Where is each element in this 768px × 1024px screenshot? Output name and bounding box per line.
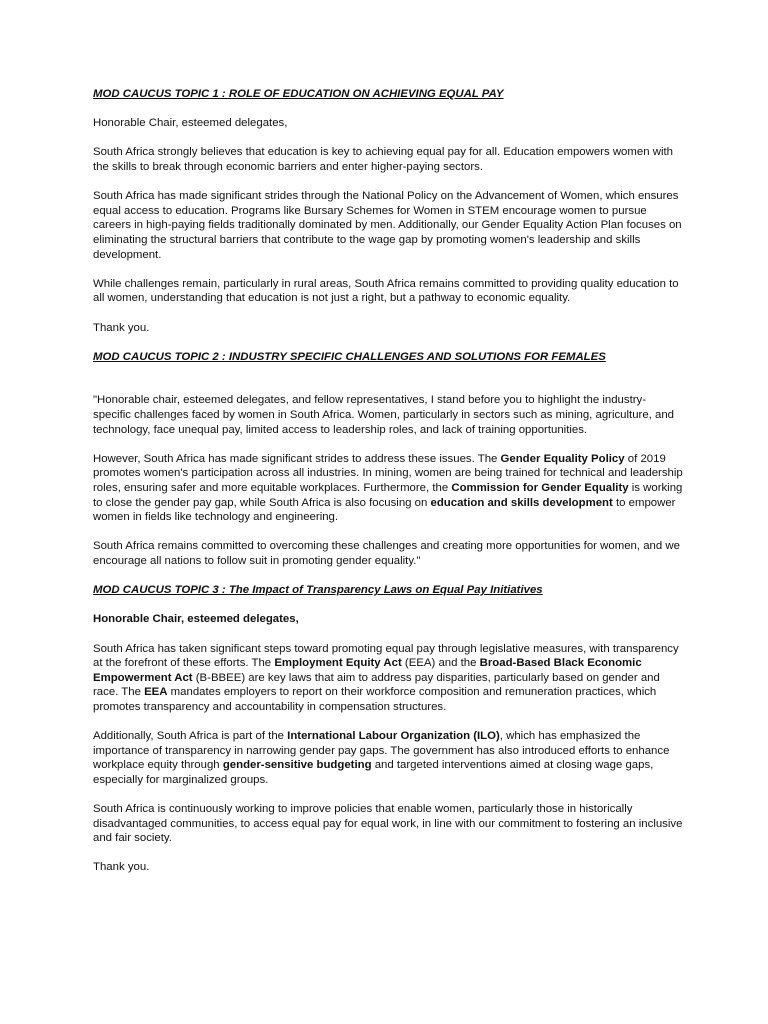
text-run: of 2019 promotes women's participation across all industries. In mining, women are being trained for technical and leadership roles, ensuring safer and more equitable workplaces. Furthermore, the — [93, 452, 683, 495]
text-run: (B-BBEE) are key laws that aim to address pay disparities, particularly based on gender and race. The — [93, 671, 660, 699]
topic2-paragraph-2 — [93, 452, 683, 525]
text-run: mandates employers to report on their workforce composition and remuneration practices, which promotes transparency and accountability in compensation structures. — [93, 686, 657, 713]
topic2-paragraph-3: South Africa remains committed to overcoming these challenges and creating more opportunities for women, and we encourage all nations to follow suit in promoting gender equality." — [93, 540, 680, 567]
topic1-heading: MOD CAUCUS TOPIC 1 : ROLE OF EDUCATION ON ACHIEVING EQUAL PAY — [93, 88, 504, 100]
topic2-paragraph-1: "Honorable chair, esteemed delegates, and fellow representatives, I stand before you to highlight the industry-specific challenges faced by women in South Africa. Women, particularly in sectors such as mining, agriculture, and technology, face unequal pay, limited access to leadership roles, and lack of training opportunities. — [93, 394, 674, 436]
bold-ilo: International Labour Organization (ILO) — [287, 730, 500, 743]
bold-gender-sensitive-budgeting: gender-sensitive budgeting — [222, 759, 372, 772]
topic1-paragraph-1: South Africa strongly believes that education is key to achieving equal pay for all. Education empowers women with the skills to break through economic barriers and enter higher-paying sectors. — [93, 146, 673, 173]
topic3-greeting: Honorable Chair, esteemed delegates, — [93, 613, 299, 626]
text-run: However, South Africa has made significant strides to address these issues. The — [93, 452, 501, 465]
text-run: is working to close the gender pay gap, while South Africa is also focusing on — [93, 482, 683, 509]
bold-eea: EEA — [144, 686, 168, 699]
bold-education-skills-development: education and skills development — [430, 496, 613, 509]
topic3-paragraph-2 — [93, 729, 683, 787]
topic3-closing: Thank you. — [93, 861, 150, 874]
bold-bbbee-act: Broad-Based Black Economic Empowerment Act — [93, 657, 642, 684]
bold-commission-for-gender-equality: Commission for Gender Equality — [451, 482, 629, 495]
text-run: Additionally, South Africa is part of the — [93, 730, 288, 743]
topic1-paragraph-2: South Africa has made significant strides through the National Policy on the Advancement of Women, which ensures equal access to education. Programs like Bursary Schemes for Women in STEM encourage women to pursue careers in high-paying fields traditionally dominated by men. Additionally, our Gender Equality Action Plan focuses on eliminating the structural barriers that contribute to the wage gap by promoting women's leadership and skills development. — [93, 190, 682, 261]
topic3-heading: MOD CAUCUS TOPIC 3 : The Impact of Transparency Laws on Equal Pay Initiatives — [93, 584, 543, 597]
text-run: South Africa has taken significant steps toward promoting equal pay through legislative measures, with transparency at the forefront of these efforts. The — [93, 642, 679, 670]
text-run: , which has emphasized the importance of transparency in narrowing gender pay gaps. The government has also introduced efforts to enhance workplace equity through — [93, 730, 670, 772]
topic2-heading: MOD CAUCUS TOPIC 2 : INDUSTRY SPECIFIC CHALLENGES AND SOLUTIONS FOR FEMALES — [93, 350, 606, 363]
text-run: and targeted interventions aimed at closing wage gaps, especially for marginalized groups. — [93, 759, 654, 786]
bold-employment-equity-act: Employment Equity Act — [274, 657, 402, 670]
topic3-paragraph-1 — [93, 642, 683, 715]
bold-gender-equality-policy: Gender Equality Policy — [500, 452, 625, 465]
topic1-closing: Thank you. — [93, 321, 150, 334]
topic3-paragraph-3: South Africa is continuously working to improve policies that enable women, particularly those in historically disadvantaged communities, to access equal pay for equal work, in line with our commitment to fostering an inclusive and fair society. — [93, 803, 683, 845]
topic1-paragraph-3: While challenges remain, particularly in rural areas, South Africa remains committed to providing quality education to all women, understanding that education is not just a right, but a pathway to economic equality. — [93, 277, 679, 305]
document-body — [93, 87, 683, 875]
text-run: to empower women in fields like technology and engineering. — [93, 496, 676, 524]
topic1-greeting: Honorable Chair, esteemed delegates, — [93, 117, 288, 130]
text-run: (EEA) and the — [401, 657, 480, 670]
